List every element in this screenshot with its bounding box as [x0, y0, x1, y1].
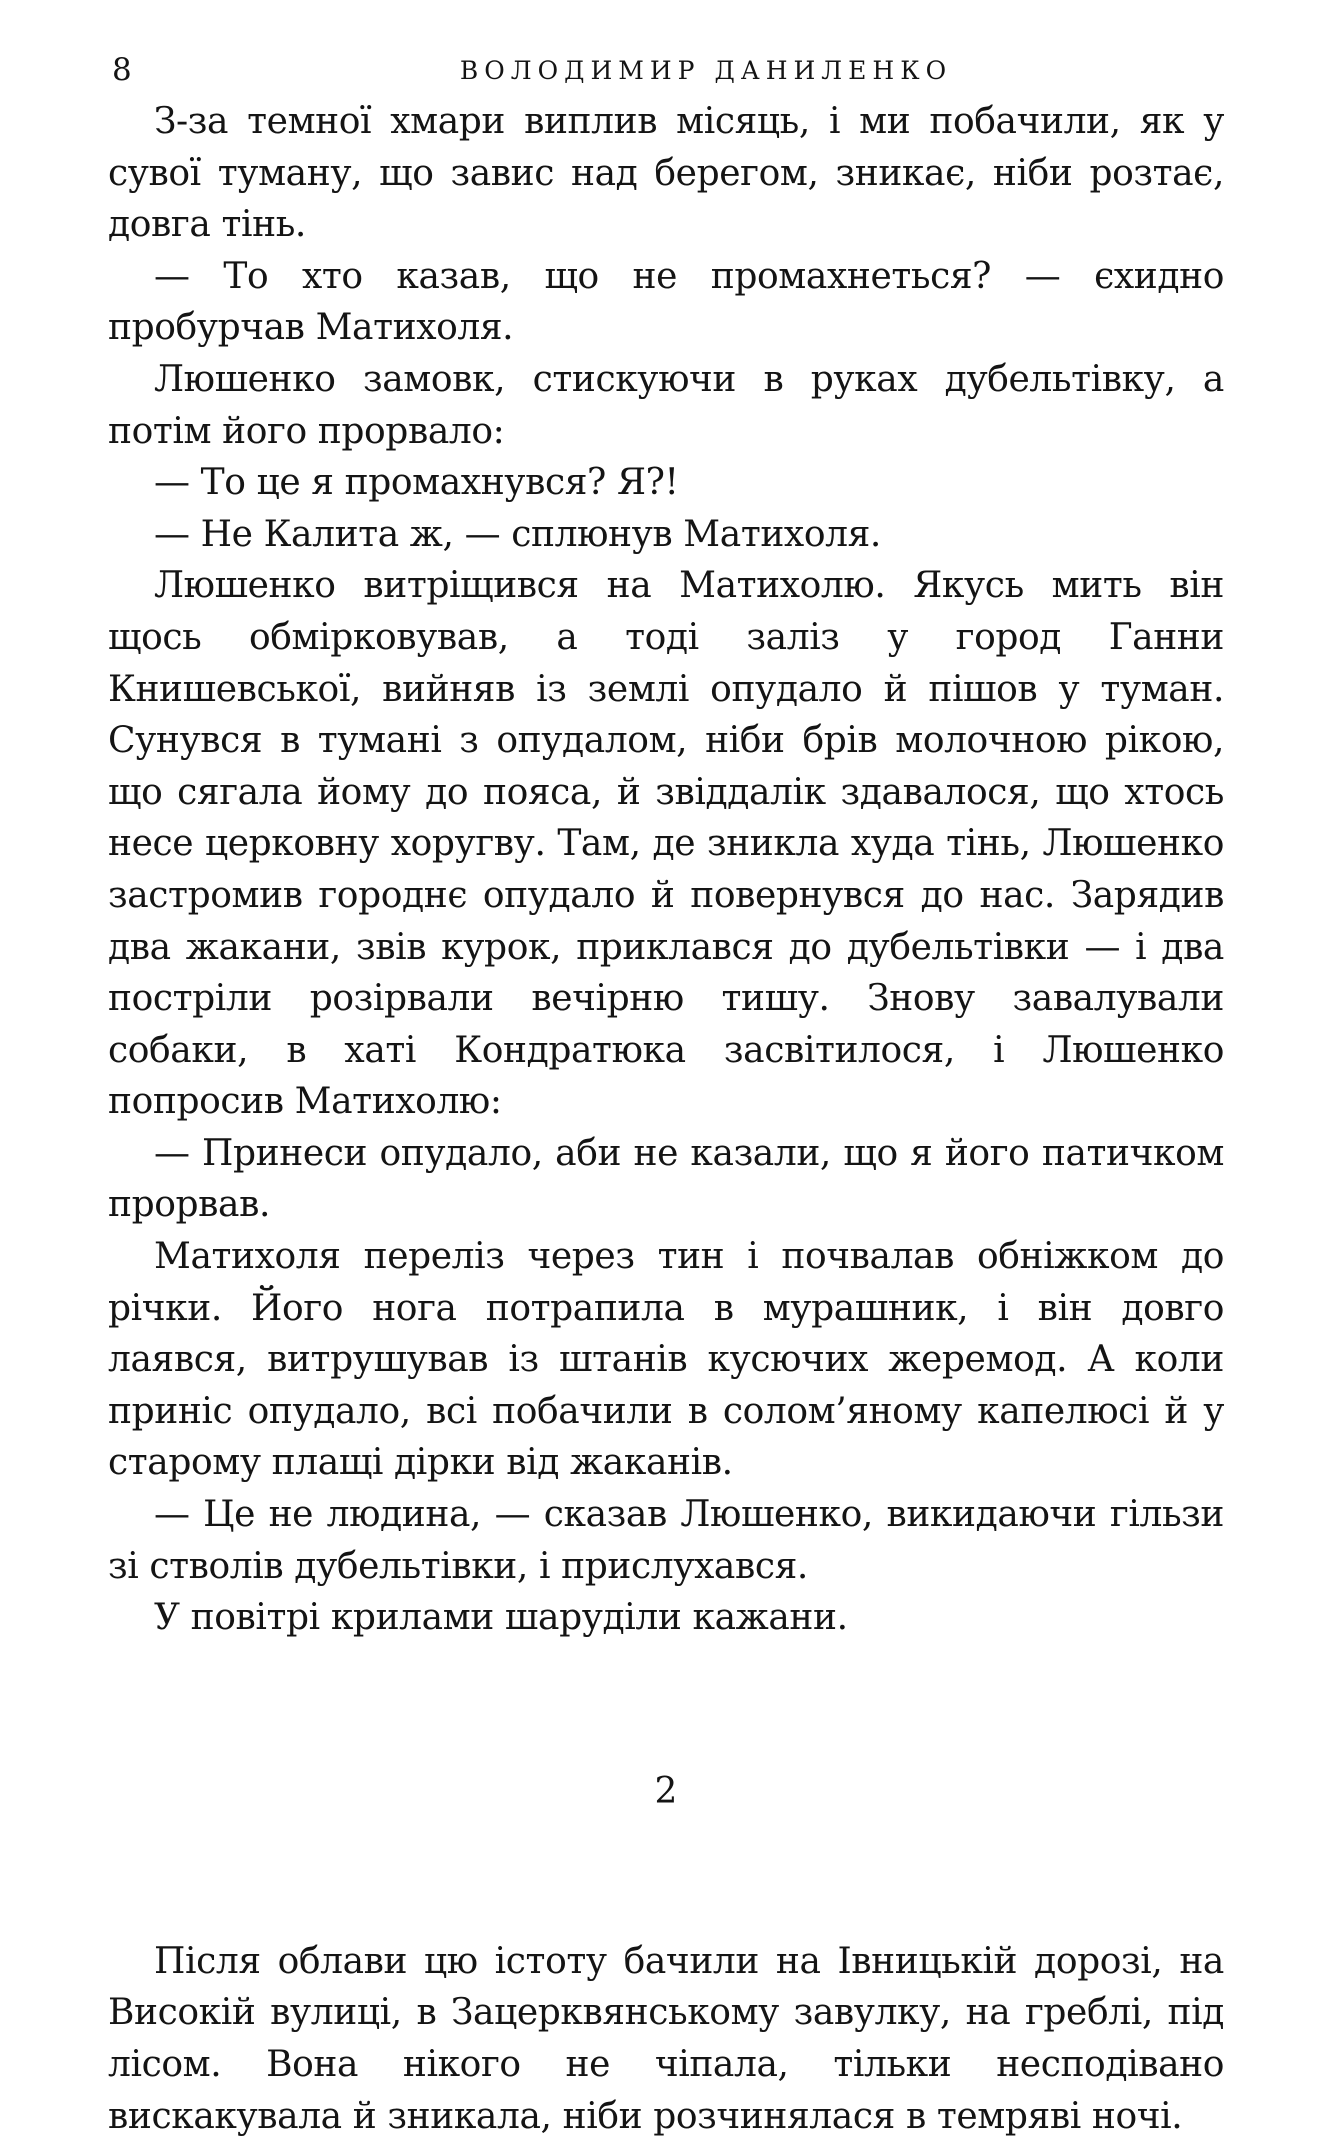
page-number: 8	[112, 52, 132, 88]
running-header	[108, 48, 1224, 92]
paragraph: — Це не людина, — сказав Люшенко, викидаючи гільзи зі стволів дубельтівки, і прислухався.	[108, 1494, 1224, 1587]
paragraph: — То це я промахнувся? Я?!	[154, 462, 679, 504]
section-number: 2	[654, 1770, 678, 1812]
paragraph: З-за темної хмари виплив місяць, і ми побачили, як у сувої туману, що завис над берегом, зникає, ніби розтає, довга тінь.	[108, 101, 1224, 246]
book-page	[108, 48, 1224, 2142]
section-text	[108, 1936, 1224, 2142]
paragraph: У повітрі крилами шаруділи кажани.	[154, 1597, 848, 1639]
paragraph: — То хто казав, що не промахнеться? — єхидно пробурчав Матихоля.	[108, 255, 1224, 349]
chapter-text	[108, 96, 1224, 1644]
paragraph: Люшенко витріщився на Матихолю. Якусь мить він щось обмірковував, а тоді заліз у город Ганни Книшевської, вийняв із землі опудало й пішов у туман. Сунувся в тумані з опудалом, ніби брів молочною рікою, що сягала йому до пояса, й звіддалік здавалося, що хтось несе церковну хоругву. Там, де зникла худа тінь, Люшенко застромив городнє опудало й повернувся до нас. Зарядив два жакани, звів курок, приклався до дубельтівки — і два постріли розірвали вечірню тишу. Знову завалували собаки, в хаті Кондратюка засвітилося, і Люшенко попросив Матихолю:	[108, 565, 1224, 1123]
book-author: ВОЛОДИМИР ДАНИЛЕНКО	[459, 56, 953, 85]
paragraph: — Не Калита ж, — сплюнув Матихоля.	[154, 513, 881, 555]
paragraph: Матихоля переліз через тин і почвалав обніжком до річки. Його нога потрапила в мурашник, і він довго лаявся, витрушував із штанів кусючих жеремод. А коли приніс опудало, всі побачили в солом’яному капелюсі й у старому плащі дірки від жаканів.	[108, 1236, 1224, 1484]
paragraph: — Принеси опудало, аби не казали, що я його патичком прорвав.	[108, 1132, 1224, 1226]
paragraph: Люшенко замовк, стискуючи в руках дубельтівку, а потім його прорвало:	[108, 358, 1224, 452]
paragraph: Після облави цю істоту бачили на Івницькій дорозі, на Високій вулиці, в Зацерквянському завулку, на греблі, під лісом. Вона нікого не чіпала, тільки несподівано вискакувала й зникала, ніби розчинялася в темряві ночі.	[108, 1940, 1224, 2137]
